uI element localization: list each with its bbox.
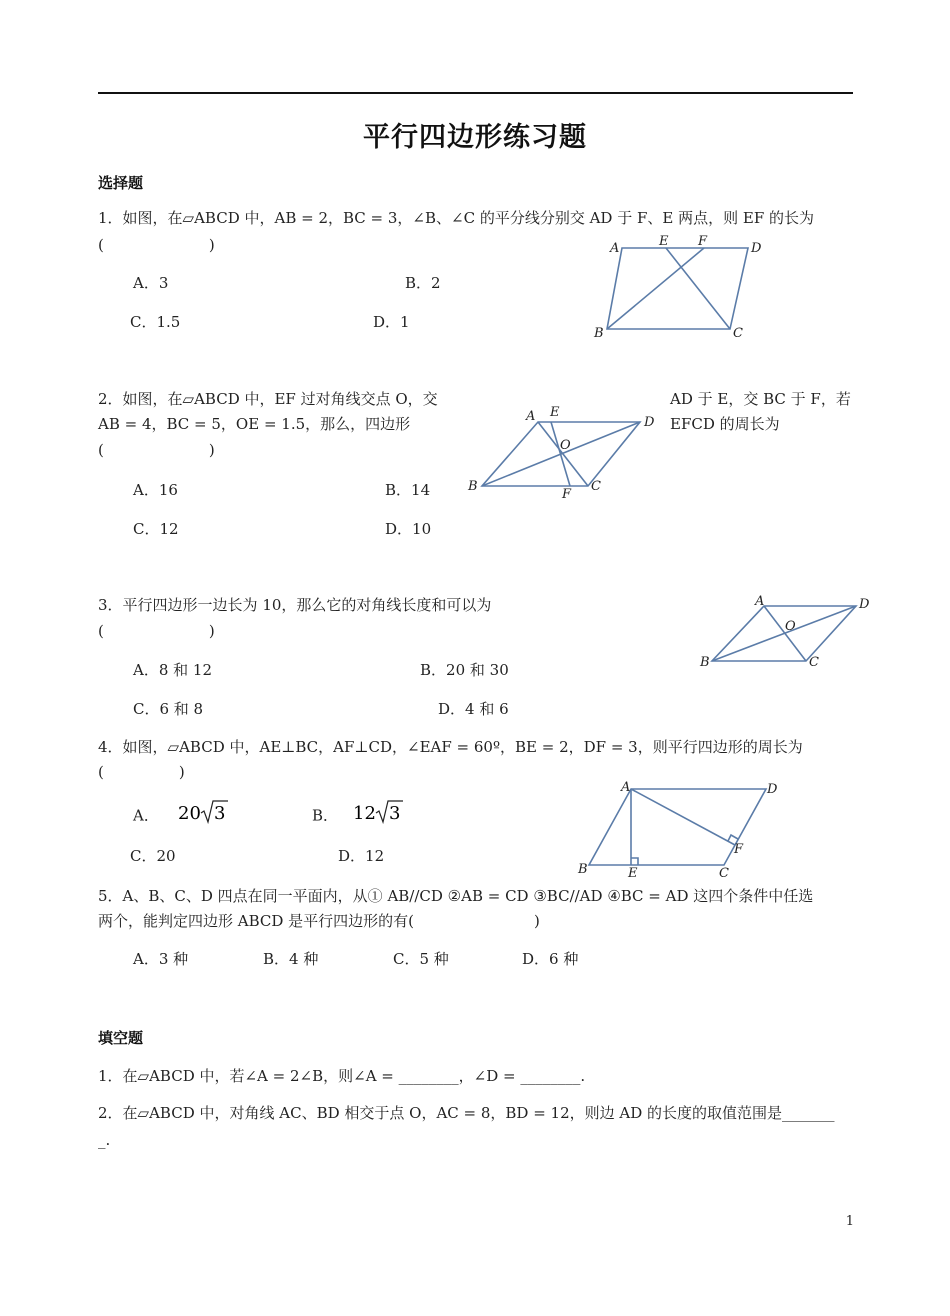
q4-option-d: D．12	[338, 847, 385, 865]
q2-label-a: A	[526, 409, 536, 424]
q4-altitude-af	[631, 789, 735, 845]
q1-option-c: C．1.5	[130, 313, 181, 331]
q4-label-a: A	[621, 780, 631, 795]
fill1-stem: 1．在▱ABCD 中，若∠A = 2∠B，则∠A = ________，∠D = ________.	[98, 1067, 586, 1085]
q4-option-a-radicand: 3	[213, 803, 226, 824]
q2-label-o: O	[560, 438, 571, 453]
q3-label-b: B	[700, 655, 710, 670]
q5-option-b: B．4 种	[263, 950, 319, 968]
q2-answer-paren: ( )	[98, 441, 215, 459]
q4-option-b-radicand: 3	[388, 803, 401, 824]
q3-figure	[698, 592, 878, 672]
q2-option-a: A．16	[133, 481, 178, 499]
q1-label-f: F	[698, 234, 708, 249]
q3-option-c: C．6 和 8	[133, 700, 204, 718]
q4-figure	[574, 778, 789, 881]
q1-answer-paren: ( )	[98, 236, 215, 254]
fill2-stem-line1: 2．在▱ABCD 中，对角线 AC、BD 相交于点 O，AC = 8，BD = 12，则边 AD 的长度的取值范围是_______	[98, 1104, 835, 1122]
fill2-stem-line2: _.	[98, 1131, 111, 1149]
q2-stem-part3: AB = 4，BC = 5，OE = 1.5，那么，四边形	[98, 415, 411, 433]
q4-option-b	[312, 798, 413, 835]
q2-option-c: C．12	[133, 520, 179, 538]
q2-segment-ef	[551, 422, 570, 486]
section-fill-heading: 填空题	[98, 1029, 144, 1047]
q3-label-a: A	[755, 594, 765, 609]
q2-label-d: D	[644, 415, 655, 430]
q5-stem-line2: 两个，能判定四边形 ABCD 是平行四边形的有( )	[98, 912, 540, 930]
q4-option-b-radical	[353, 798, 413, 835]
q4-option-a-radical	[178, 798, 238, 835]
q3-label-o: O	[785, 619, 796, 634]
q4-option-a-coefficient: 20	[177, 803, 201, 824]
q3-diagonal-bd	[712, 606, 856, 661]
q4-label-e: E	[628, 866, 638, 881]
q1-bisector-ce	[666, 248, 730, 329]
q1-option-a: A．3	[133, 274, 169, 292]
q1-figure	[590, 232, 770, 342]
q2-stem-part2: AD 于 E，交 BC 于 F，若	[670, 390, 851, 408]
q1-label-b: B	[594, 326, 604, 341]
q1-label-a: A	[610, 241, 620, 256]
q1-label-c: C	[733, 326, 743, 341]
q4-label-d: D	[767, 782, 778, 797]
q5-option-c: C．5 种	[393, 950, 449, 968]
q2-stem-part4: EFCD 的周长为	[670, 415, 780, 433]
header-rule	[98, 92, 853, 94]
q2-option-b: B．14	[385, 481, 431, 499]
q2-figure	[462, 402, 667, 502]
q1-stem: 1．如图，在▱ABCD 中，AB = 2，BC = 3，∠B、∠C 的平分线分别交 AD 于 F、E 两点，则 EF 的长为	[98, 209, 815, 227]
q4-answer-paren: ( )	[98, 763, 185, 781]
q3-answer-paren: ( )	[98, 622, 215, 640]
q4-option-b-prefix: B．	[312, 806, 339, 825]
q3-option-d: D．4 和 6	[438, 700, 509, 718]
q4-option-c: C．20	[130, 847, 176, 865]
q2-stem-part1: 2．如图，在▱ABCD 中，EF 过对角线交点 O，交	[98, 390, 438, 408]
q1-option-d: D．1	[373, 313, 410, 331]
q1-label-d: D	[751, 241, 762, 256]
q4-label-f: F	[734, 842, 744, 857]
q4-right-angle-e	[631, 858, 638, 865]
q2-option-d: D．10	[385, 520, 432, 538]
q2-label-f: F	[562, 487, 572, 502]
page-title: 平行四边形练习题	[363, 122, 587, 153]
q4-option-a-prefix: A．	[133, 806, 159, 825]
q2-label-c: C	[591, 479, 601, 494]
q3-label-d: D	[859, 597, 870, 612]
q3-option-a: A．8 和 12	[133, 661, 212, 679]
q5-option-d: D．6 种	[522, 950, 579, 968]
q1-parallelogram	[607, 248, 748, 329]
q5-stem-line1: 5．A、B、C、D 四点在同一平面内，从① AB//CD ②AB = CD ③BC//AD ④BC = AD 这四个条件中任选	[98, 887, 814, 905]
q3-option-b: B．20 和 30	[420, 661, 509, 679]
q5-option-a: A．3 种	[133, 950, 189, 968]
q4-right-angle-f	[728, 835, 738, 841]
q4-option-b-coefficient: 12	[352, 803, 376, 824]
q4-stem: 4．如图，▱ABCD 中，AE⊥BC，AF⊥CD，∠EAF = 60º，BE = 2，DF = 3，则平行四边形的周长为	[98, 738, 803, 756]
q3-label-c: C	[809, 655, 819, 670]
q4-label-b: B	[578, 862, 588, 877]
q3-stem: 3．平行四边形一边长为 10，那么它的对角线长度和可以为	[98, 596, 492, 614]
q1-option-b: B．2	[405, 274, 441, 292]
page-number: 1	[845, 1214, 854, 1229]
q4-option-a	[133, 798, 238, 835]
section-choice-heading: 选择题	[98, 174, 144, 192]
q2-label-b: B	[468, 479, 478, 494]
q2-label-e: E	[550, 405, 560, 420]
q4-label-c: C	[719, 866, 729, 881]
q1-label-e: E	[659, 234, 669, 249]
q1-bisector-bf	[607, 248, 704, 329]
